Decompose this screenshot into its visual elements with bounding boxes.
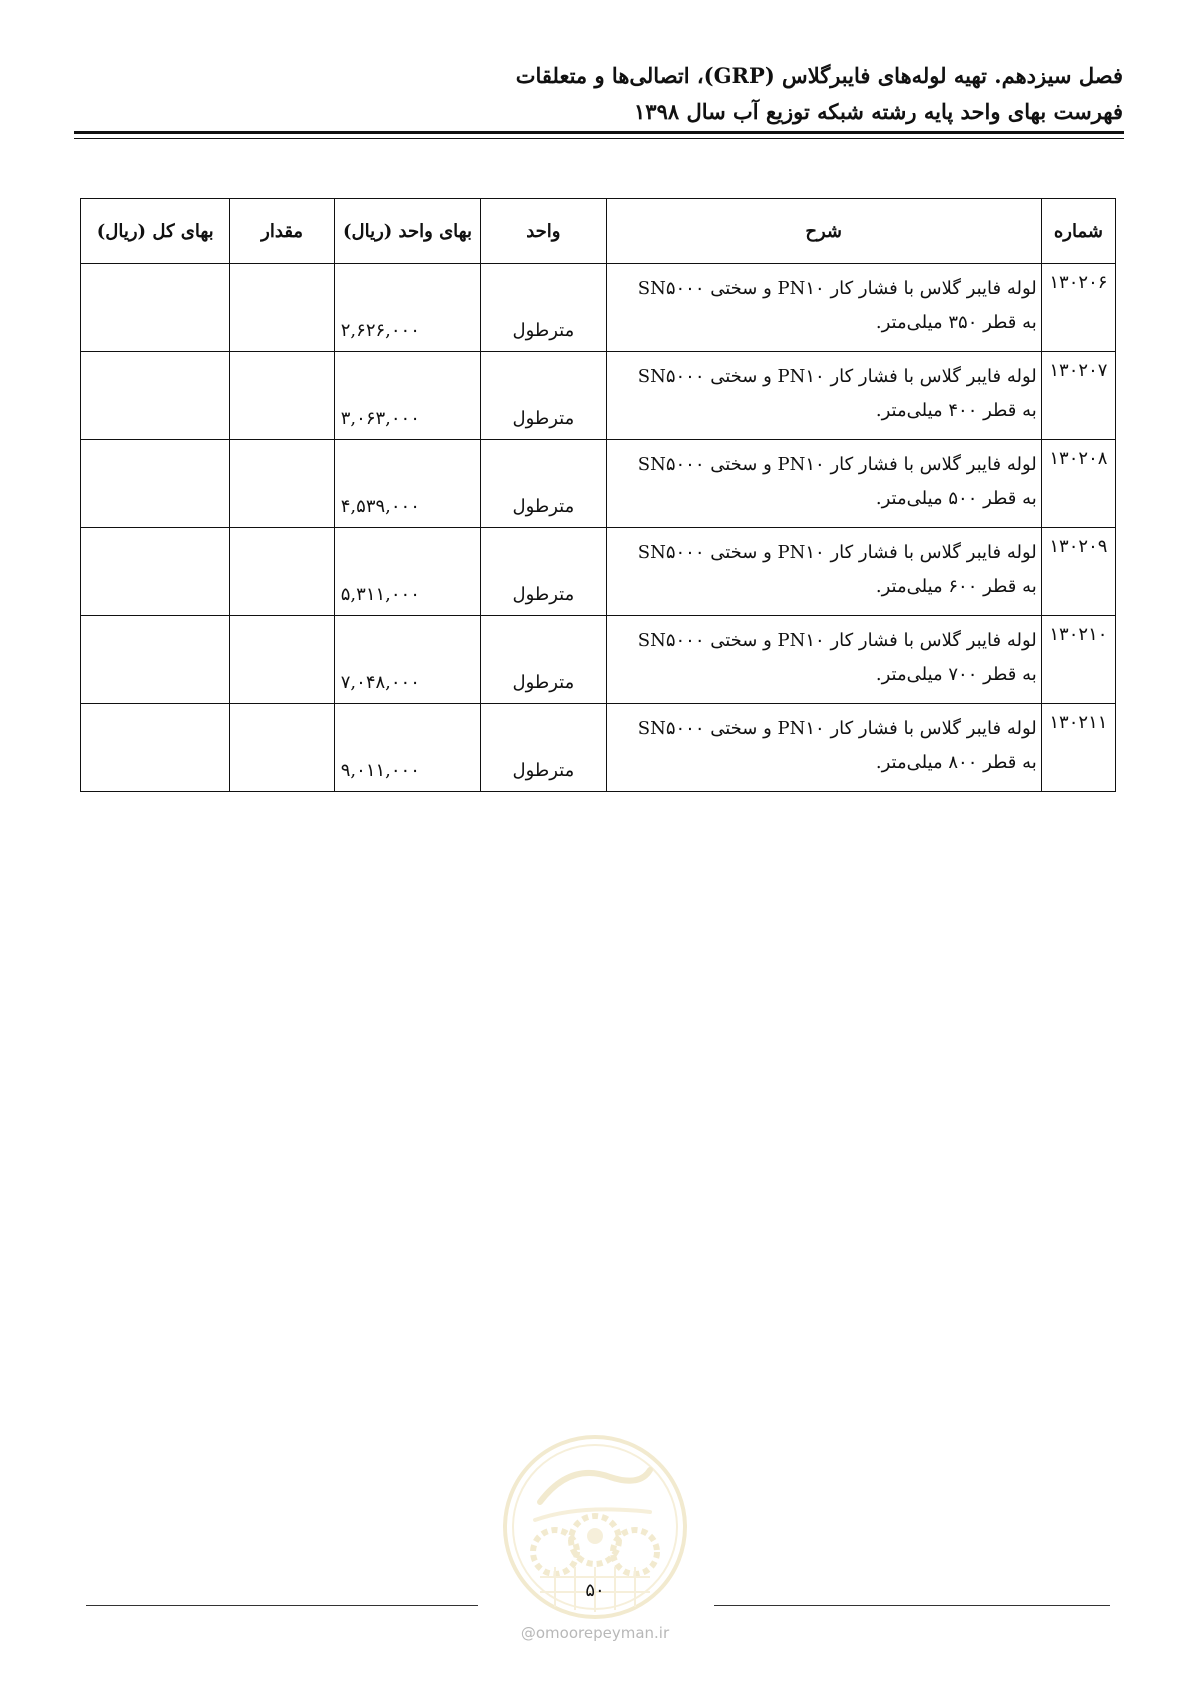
- item-unit: مترطول: [481, 352, 606, 440]
- item-unit-price: ۹,۰۱۱,۰۰۰: [334, 704, 480, 792]
- description-line: لوله فایبر گلاس با فشار کار PN۱۰ و سختی SN۵۰۰۰: [637, 718, 1037, 739]
- item-total-price: [81, 616, 230, 704]
- header-unit-price: بهای واحد (ریال): [334, 199, 480, 264]
- item-unit-price: ۵,۳۱۱,۰۰۰: [334, 528, 480, 616]
- item-unit: مترطول: [481, 264, 606, 352]
- description-line: به قطر ۳۵۰ میلی‌متر.: [875, 312, 1037, 333]
- item-description: [606, 264, 1041, 352]
- item-quantity: [230, 616, 334, 704]
- description-line: لوله فایبر گلاس با فشار کار PN۱۰ و سختی SN۵۰۰۰: [637, 366, 1037, 387]
- description-line: لوله فایبر گلاس با فشار کار PN۱۰ و سختی SN۵۰۰۰: [637, 454, 1037, 475]
- item-number: ۱۳۰۲۰۹: [1041, 528, 1115, 616]
- price-table: [80, 198, 1116, 792]
- description-line: به قطر ۵۰۰ میلی‌متر.: [875, 488, 1037, 509]
- item-unit: مترطول: [481, 616, 606, 704]
- table-row: [81, 704, 1116, 792]
- footer-rule-left: [86, 1605, 478, 1606]
- item-description: [606, 352, 1041, 440]
- item-number: ۱۳۰۲۰۸: [1041, 440, 1115, 528]
- table-row: [81, 616, 1116, 704]
- description-line: به قطر ۷۰۰ میلی‌متر.: [875, 664, 1037, 685]
- item-description: [606, 440, 1041, 528]
- item-unit: مترطول: [481, 528, 606, 616]
- item-unit-price: ۷,۰۴۸,۰۰۰: [334, 616, 480, 704]
- table-row: [81, 264, 1116, 352]
- website-watermark: @omoorepeyman.ir: [520, 1624, 670, 1642]
- item-quantity: [230, 352, 334, 440]
- item-total-price: [81, 352, 230, 440]
- item-unit-price: ۲,۶۲۶,۰۰۰: [334, 264, 480, 352]
- table-row: [81, 528, 1116, 616]
- description-line: لوله فایبر گلاس با فشار کار PN۱۰ و سختی SN۵۰۰۰: [637, 630, 1037, 651]
- item-total-price: [81, 704, 230, 792]
- item-quantity: [230, 528, 334, 616]
- page-header: [63, 58, 1123, 130]
- table-row: [81, 352, 1116, 440]
- item-unit-price: ۳,۰۶۳,۰۰۰: [334, 352, 480, 440]
- item-description: [606, 704, 1041, 792]
- table-header-row: [81, 199, 1116, 264]
- item-unit: مترطول: [481, 440, 606, 528]
- description-line: لوله فایبر گلاس با فشار کار PN۱۰ و سختی SN۵۰۰۰: [637, 542, 1037, 563]
- header-description: شرح: [606, 199, 1041, 264]
- chapter-title: فصل سیزدهم. تهیه لوله‌های فایبرگلاس (GRP)، اتصالی‌ها و متعلقات: [515, 63, 1123, 88]
- item-quantity: [230, 264, 334, 352]
- item-number: ۱۳۰۲۱۱: [1041, 704, 1115, 792]
- description-line: لوله فایبر گلاس با فشار کار PN۱۰ و سختی SN۵۰۰۰: [637, 278, 1037, 299]
- header-total-price: بهای کل (ریال): [81, 199, 230, 264]
- table-row: [81, 440, 1116, 528]
- item-quantity: [230, 704, 334, 792]
- item-number: ۱۳۰۲۰۷: [1041, 352, 1115, 440]
- item-total-price: [81, 528, 230, 616]
- header-quantity: مقدار: [230, 199, 334, 264]
- description-line: به قطر ۸۰۰ میلی‌متر.: [875, 752, 1037, 773]
- price-list-title: فهرست بهای واحد پایه رشته شبکه توزیع آب سال ۱۳۹۸: [634, 99, 1123, 124]
- footer-rule-right: [714, 1605, 1110, 1606]
- description-line: به قطر ۴۰۰ میلی‌متر.: [875, 400, 1037, 421]
- page-number: ۵۰: [585, 1580, 605, 1601]
- item-description: [606, 616, 1041, 704]
- item-unit-price: ۴,۵۳۹,۰۰۰: [334, 440, 480, 528]
- item-description: [606, 528, 1041, 616]
- header-rule-thin: [74, 138, 1124, 139]
- item-total-price: [81, 440, 230, 528]
- header-unit: واحد: [481, 199, 606, 264]
- header-number: شماره: [1041, 199, 1115, 264]
- description-line: به قطر ۶۰۰ میلی‌متر.: [875, 576, 1037, 597]
- item-number: ۱۳۰۲۰۶: [1041, 264, 1115, 352]
- item-unit: مترطول: [481, 704, 606, 792]
- item-quantity: [230, 440, 334, 528]
- item-number: ۱۳۰۲۱۰: [1041, 616, 1115, 704]
- item-total-price: [81, 264, 230, 352]
- header-rule-thick: [74, 131, 1124, 134]
